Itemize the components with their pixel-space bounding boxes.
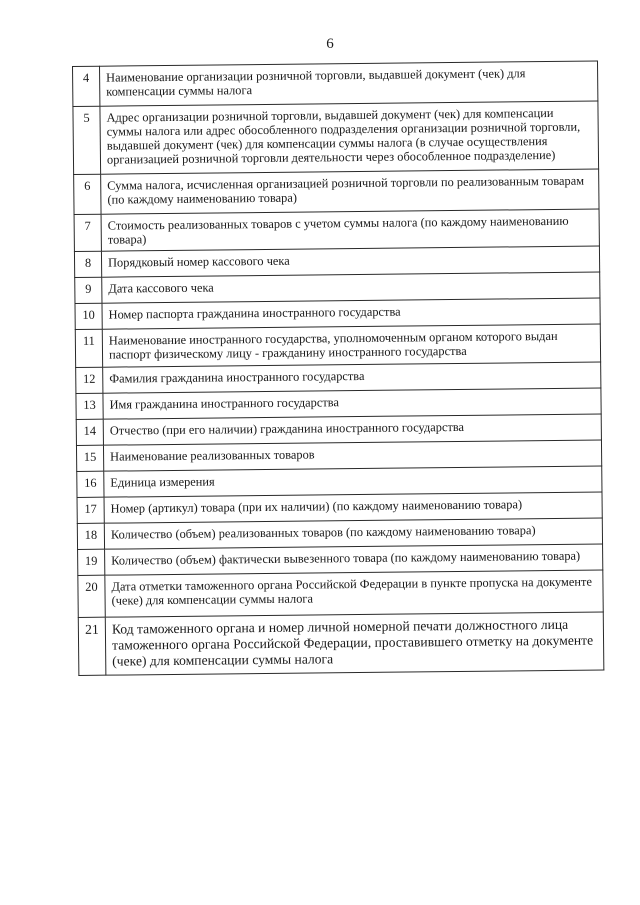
row-number: 16 [77, 471, 104, 497]
row-text: Дата отметки таможенного органа Российской Федерации в пункте пропуска на документе (чеке) для компенсации суммы налога [105, 570, 603, 617]
table-row [73, 101, 599, 174]
row-text: Номер паспорта гражданина иностранного государства [102, 298, 600, 329]
row-text: Имя гражданина иностранного государства [103, 388, 601, 419]
row-text: Количество (объем) фактически вывезенного товара (по каждому наименованию товара) [105, 544, 603, 575]
row-text: Наименование организации розничной торговли, выдавшей документ (чек) для компенсации суммы налога [100, 61, 598, 106]
row-number: 15 [76, 445, 103, 471]
row-number: 8 [74, 251, 101, 277]
row-text: Номер (артикул) товара (при их наличии) (по каждому наименованию товара) [104, 492, 602, 523]
row-number: 14 [76, 419, 103, 445]
row-number: 12 [76, 367, 103, 393]
row-number: 13 [76, 393, 103, 419]
row-text: Адрес организации розничной торговли, выдавшей документ (чек) для компенсации суммы налога или адрес обособленного подразделения организации розничной торговли, выдавшей документ (чек) для компенсации суммы налога (в случае осуществления организацией розничной торговли деятельности через обособленное подразделение) [100, 101, 599, 174]
row-number: 6 [74, 174, 101, 214]
row-text: Стоимость реализованных товаров с учетом суммы налога (по каждому наименованию товара) [101, 209, 599, 251]
row-number: 18 [77, 523, 104, 549]
page-number: 6 [326, 36, 334, 52]
row-number: 17 [77, 497, 104, 523]
table-row [73, 61, 598, 106]
row-number: 10 [75, 303, 102, 329]
row-number: 5 [73, 106, 101, 174]
row-number: 11 [75, 329, 102, 367]
row-number: 4 [73, 66, 100, 106]
row-text: Количество (объем) реализованных товаров (по каждому наименованию товара) [104, 518, 602, 549]
table-row [78, 612, 604, 675]
row-text: Сумма налога, исчисленная организацией розничной торговли по реализованным товарам (по каждому наименованию товара) [101, 169, 599, 214]
row-text: Порядковый номер кассового чека [101, 246, 599, 277]
row-text: Фамилия гражданина иностранного государства [103, 362, 601, 393]
row-text: Наименование реализованных товаров [103, 440, 601, 471]
row-text: Наименование иностранного государства, уполномоченным органом которого выдан паспорт физическому лицу - гражданину иностранного государства [102, 324, 600, 367]
row-text: Отчество (при его наличии) гражданина иностранного государства [103, 414, 601, 445]
row-number: 19 [78, 549, 105, 575]
row-number: 9 [75, 277, 102, 303]
row-text: Дата кассового чека [102, 272, 600, 303]
table-row [74, 169, 599, 214]
table-row [78, 570, 603, 617]
row-text: Код таможенного органа и номер личной номерной печати должностного лица таможенного органа Российской Федерации, проставившего отметку на документе (чеке) для компенсации суммы налога [105, 612, 604, 675]
row-number: 21 [78, 617, 106, 675]
row-text: Единица измерения [104, 466, 602, 497]
row-number: 7 [74, 214, 101, 251]
table-row [75, 324, 600, 367]
fields-table [72, 60, 604, 675]
row-number: 20 [78, 575, 105, 617]
table-row [74, 209, 599, 251]
